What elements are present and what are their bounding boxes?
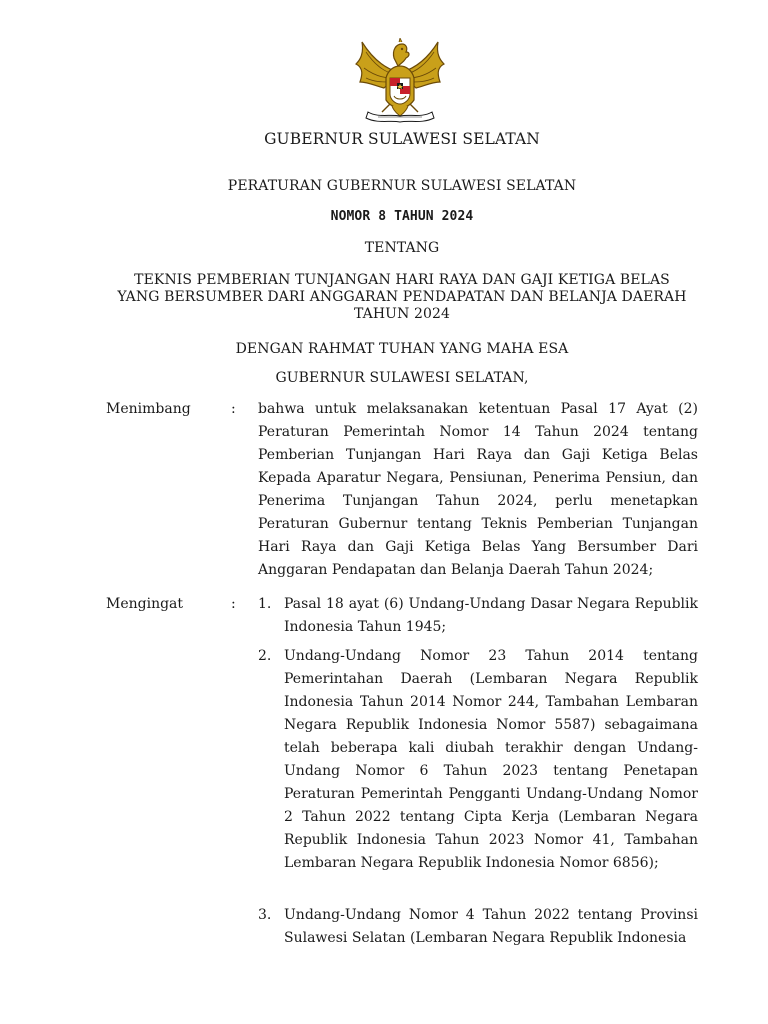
mengingat-colon: : xyxy=(231,596,236,612)
item-number: 2. xyxy=(258,648,272,664)
mengingat-label: Mengingat xyxy=(106,596,184,612)
subject-line: TAHUN 2024 xyxy=(353,306,451,322)
regulation-subject xyxy=(60,272,744,323)
item-number: 1. xyxy=(258,596,272,612)
subject-line: TEKNIS PEMBERIAN TUNJANGAN HARI RAYA DAN GAJI KETIGA BELAS xyxy=(134,272,670,288)
menimbang-colon: : xyxy=(231,401,236,417)
blessing-line: DENGAN RAHMAT TUHAN YANG MAHA ESA xyxy=(235,341,569,357)
governor-address: GUBERNUR SULAWESI SELATAN, xyxy=(275,370,529,386)
menimbang-label: Menimbang xyxy=(106,401,191,417)
item-text: Pasal 18 ayat (6) Undang-Undang Dasar Negara Republik Indonesia Tahun 1945; xyxy=(284,596,698,635)
governor-heading: GUBERNUR SULAWESI SELATAN xyxy=(264,130,540,148)
regulation-title: PERATURAN GUBERNUR SULAWESI SELATAN xyxy=(227,178,577,194)
item-text: Undang-Undang Nomor 23 Tahun 2014 tentang Pemerintahan Daerah (Lembaran Negara Republik Indonesia Tahun 2014 Nomor 244, Tambahan Lembaran Negara Republik Indonesia Nomor 5587) sebagaimana telah beberapa kali diubah terakhir dengan Undang-Undang Nomor 6 Tahun 2023 tentang Penetapan Peraturan Pemerintah Pengganti Undang-Undang Nomor 2 Tahun 2022 tentang Cipta Kerja (Lembaran Negara Republik Indonesia Tahun 2023 Nomor 41, Tambahan Lembaran Negara Republik Indonesia Nomor 6856); xyxy=(284,648,698,871)
menimbang-text: bahwa untuk melaksanakan ketentuan Pasal 17 Ayat (2) Peraturan Pemerintah Nomor 14 Tahun 2024 tentang Pemberian Tunjangan Hari Raya dan Gaji Ketiga Belas Kepada Aparatur Negara, Pensiunan, Penerima Pensiun, dan Penerima Tunjangan Tahun 2024, perlu menetapkan Peraturan Gubernur tentang Teknis Pemberian Tunjangan Hari Raya dan Gaji Ketiga Belas Yang Bersumber Dari Anggaran Pendapatan dan Belanja Daerah Tahun 2024; xyxy=(258,401,698,578)
item-number: 3. xyxy=(258,907,272,923)
subject-line: YANG BERSUMBER DARI ANGGARAN PENDAPATAN DAN BELANJA DAERAH xyxy=(117,289,687,305)
garuda-pancasila-emblem-icon xyxy=(354,38,446,124)
item-text: Undang-Undang Nomor 4 Tahun 2022 tentang Provinsi Sulawesi Selatan (Lembaran Negara Republik Indonesia xyxy=(284,907,698,946)
about-label: TENTANG xyxy=(364,240,440,256)
regulation-number: NOMOR 8 TAHUN 2024 xyxy=(330,209,474,224)
